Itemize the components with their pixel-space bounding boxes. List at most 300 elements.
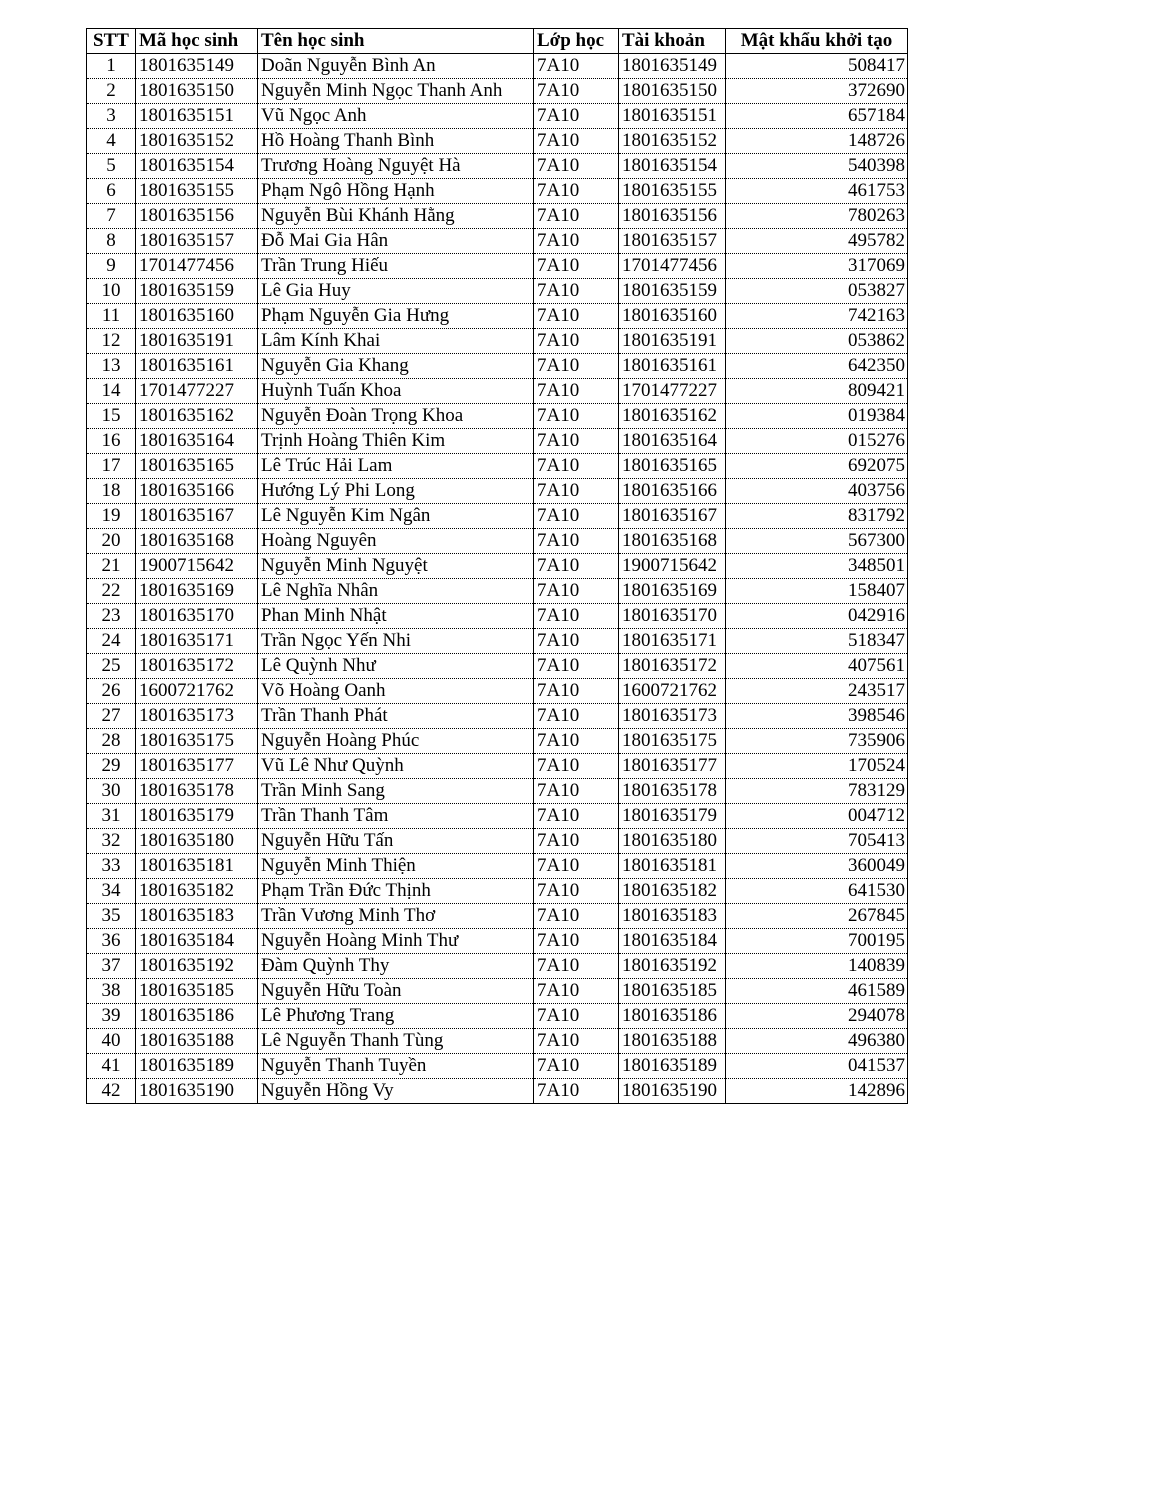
header-account: Tài khoản [619, 29, 726, 54]
cell-stt: 35 [87, 904, 136, 929]
cell-student-name: Đàm Quỳnh Thy [258, 954, 534, 979]
cell-student-name: Lê Nguyễn Kim Ngân [258, 504, 534, 529]
cell-class: 7A10 [534, 779, 619, 804]
cell-student-name: Nguyễn Gia Khang [258, 354, 534, 379]
table-row [87, 279, 908, 304]
cell-class: 7A10 [534, 304, 619, 329]
cell-stt: 15 [87, 404, 136, 429]
cell-student-name: Nguyễn Minh Ngọc Thanh Anh [258, 79, 534, 104]
cell-class: 7A10 [534, 754, 619, 779]
table-row [87, 979, 908, 1004]
cell-class: 7A10 [534, 979, 619, 1004]
cell-account: 1801635150 [619, 79, 726, 104]
table-body [87, 54, 908, 1104]
header-class: Lớp học [534, 29, 619, 54]
cell-initial-password: 735906 [726, 729, 908, 754]
cell-stt: 21 [87, 554, 136, 579]
cell-student-id: 1801635173 [136, 704, 258, 729]
cell-initial-password: 518347 [726, 629, 908, 654]
table-row [87, 779, 908, 804]
cell-account: 1801635164 [619, 429, 726, 454]
cell-class: 7A10 [534, 229, 619, 254]
cell-stt: 23 [87, 604, 136, 629]
cell-student-id: 1801635160 [136, 304, 258, 329]
cell-student-name: Trần Thanh Tâm [258, 804, 534, 829]
cell-stt: 13 [87, 354, 136, 379]
cell-student-name: Lê Trúc Hải Lam [258, 454, 534, 479]
cell-stt: 14 [87, 379, 136, 404]
cell-account: 1801635166 [619, 479, 726, 504]
cell-account: 1801635165 [619, 454, 726, 479]
cell-student-name: Phạm Ngô Hồng Hạnh [258, 179, 534, 204]
cell-student-id: 1801635179 [136, 804, 258, 829]
table-row [87, 354, 908, 379]
cell-student-name: Lê Nghĩa Nhân [258, 579, 534, 604]
cell-account: 1801635162 [619, 404, 726, 429]
cell-class: 7A10 [534, 729, 619, 754]
table-row [87, 654, 908, 679]
cell-student-name: Nguyễn Hoàng Minh Thư [258, 929, 534, 954]
header-student-id: Mã học sinh [136, 29, 258, 54]
cell-student-id: 1900715642 [136, 554, 258, 579]
cell-initial-password: 461753 [726, 179, 908, 204]
cell-student-id: 1801635170 [136, 604, 258, 629]
table-row [87, 1054, 908, 1079]
cell-stt: 28 [87, 729, 136, 754]
cell-class: 7A10 [534, 929, 619, 954]
cell-stt: 12 [87, 329, 136, 354]
table-row [87, 804, 908, 829]
cell-account: 1801635173 [619, 704, 726, 729]
table-row [87, 554, 908, 579]
table-row [87, 954, 908, 979]
cell-student-id: 1801635157 [136, 229, 258, 254]
cell-class: 7A10 [534, 104, 619, 129]
cell-class: 7A10 [534, 579, 619, 604]
cell-student-id: 1701477227 [136, 379, 258, 404]
cell-account: 1801635160 [619, 304, 726, 329]
cell-initial-password: 742163 [726, 304, 908, 329]
cell-initial-password: 705413 [726, 829, 908, 854]
cell-student-name: Lê Phương Trang [258, 1004, 534, 1029]
cell-stt: 37 [87, 954, 136, 979]
cell-student-name: Huỳnh Tuấn Khoa [258, 379, 534, 404]
table-row [87, 904, 908, 929]
cell-account: 1801635149 [619, 54, 726, 79]
cell-initial-password: 567300 [726, 529, 908, 554]
cell-student-name: Trần Vương Minh Thơ [258, 904, 534, 929]
cell-account: 1801635154 [619, 154, 726, 179]
cell-class: 7A10 [534, 254, 619, 279]
cell-stt: 10 [87, 279, 136, 304]
cell-student-name: Trịnh Hoàng Thiên Kim [258, 429, 534, 454]
cell-account: 1801635172 [619, 654, 726, 679]
cell-account: 1801635155 [619, 179, 726, 204]
cell-initial-password: 148726 [726, 129, 908, 154]
cell-initial-password: 294078 [726, 1004, 908, 1029]
table-row [87, 1004, 908, 1029]
table-row [87, 629, 908, 654]
cell-initial-password: 407561 [726, 654, 908, 679]
table-row [87, 379, 908, 404]
cell-stt: 2 [87, 79, 136, 104]
cell-student-name: Nguyễn Hồng Vy [258, 1079, 534, 1104]
cell-class: 7A10 [534, 654, 619, 679]
cell-class: 7A10 [534, 204, 619, 229]
cell-student-id: 1600721762 [136, 679, 258, 704]
cell-student-id: 1801635180 [136, 829, 258, 854]
cell-student-name: Nguyễn Bùi Khánh Hằng [258, 204, 534, 229]
cell-student-id: 1801635156 [136, 204, 258, 229]
cell-class: 7A10 [534, 354, 619, 379]
cell-student-id: 1801635189 [136, 1054, 258, 1079]
table-row [87, 429, 908, 454]
cell-account: 1801635161 [619, 354, 726, 379]
cell-initial-password: 642350 [726, 354, 908, 379]
cell-class: 7A10 [534, 704, 619, 729]
table-row [87, 679, 908, 704]
cell-initial-password: 267845 [726, 904, 908, 929]
table-row [87, 54, 908, 79]
cell-class: 7A10 [534, 854, 619, 879]
cell-student-id: 1801635161 [136, 354, 258, 379]
table-row [87, 229, 908, 254]
cell-stt: 38 [87, 979, 136, 1004]
cell-class: 7A10 [534, 479, 619, 504]
cell-account: 1801635177 [619, 754, 726, 779]
cell-account: 1801635192 [619, 954, 726, 979]
table-row [87, 479, 908, 504]
cell-class: 7A10 [534, 879, 619, 904]
cell-stt: 11 [87, 304, 136, 329]
table-row [87, 1029, 908, 1054]
cell-stt: 33 [87, 854, 136, 879]
cell-account: 1801635157 [619, 229, 726, 254]
cell-student-name: Hướng Lý Phi Long [258, 479, 534, 504]
cell-student-id: 1801635152 [136, 129, 258, 154]
cell-stt: 1 [87, 54, 136, 79]
cell-account: 1801635170 [619, 604, 726, 629]
cell-account: 1801635182 [619, 879, 726, 904]
table-row [87, 254, 908, 279]
cell-student-id: 1801635186 [136, 1004, 258, 1029]
header-row [87, 29, 908, 54]
table-row [87, 304, 908, 329]
cell-student-id: 1801635166 [136, 479, 258, 504]
cell-initial-password: 403756 [726, 479, 908, 504]
cell-student-id: 1801635183 [136, 904, 258, 929]
cell-student-id: 1801635165 [136, 454, 258, 479]
cell-class: 7A10 [534, 504, 619, 529]
cell-initial-password: 780263 [726, 204, 908, 229]
cell-student-id: 1801635149 [136, 54, 258, 79]
cell-initial-password: 053862 [726, 329, 908, 354]
cell-class: 7A10 [534, 904, 619, 929]
cell-stt: 34 [87, 879, 136, 904]
cell-student-name: Nguyễn Hoàng Phúc [258, 729, 534, 754]
cell-stt: 27 [87, 704, 136, 729]
cell-class: 7A10 [534, 54, 619, 79]
cell-student-name: Hoàng Nguyên [258, 529, 534, 554]
cell-initial-password: 004712 [726, 804, 908, 829]
table-row [87, 154, 908, 179]
cell-student-name: Nguyễn Minh Nguyệt [258, 554, 534, 579]
cell-initial-password: 641530 [726, 879, 908, 904]
cell-student-id: 1801635181 [136, 854, 258, 879]
cell-initial-password: 809421 [726, 379, 908, 404]
cell-initial-password: 140839 [726, 954, 908, 979]
cell-account: 1801635185 [619, 979, 726, 1004]
cell-initial-password: 142896 [726, 1079, 908, 1104]
cell-class: 7A10 [534, 829, 619, 854]
cell-account: 1801635183 [619, 904, 726, 929]
cell-student-name: Nguyễn Minh Thiện [258, 854, 534, 879]
cell-student-name: Lê Quỳnh Như [258, 654, 534, 679]
cell-student-id: 1801635159 [136, 279, 258, 304]
cell-account: 1801635151 [619, 104, 726, 129]
cell-student-name: Nguyễn Hữu Toàn [258, 979, 534, 1004]
cell-student-name: Đỗ Mai Gia Hân [258, 229, 534, 254]
cell-class: 7A10 [534, 329, 619, 354]
cell-initial-password: 042916 [726, 604, 908, 629]
cell-stt: 9 [87, 254, 136, 279]
cell-stt: 8 [87, 229, 136, 254]
cell-stt: 16 [87, 429, 136, 454]
cell-initial-password: 317069 [726, 254, 908, 279]
cell-class: 7A10 [534, 954, 619, 979]
student-account-table [86, 28, 908, 1104]
cell-stt: 39 [87, 1004, 136, 1029]
cell-stt: 26 [87, 679, 136, 704]
cell-account: 1801635188 [619, 1029, 726, 1054]
cell-account: 1801635179 [619, 804, 726, 829]
cell-class: 7A10 [534, 379, 619, 404]
cell-stt: 42 [87, 1079, 136, 1104]
cell-student-id: 1801635171 [136, 629, 258, 654]
cell-class: 7A10 [534, 804, 619, 829]
cell-class: 7A10 [534, 529, 619, 554]
cell-stt: 22 [87, 579, 136, 604]
cell-student-id: 1801635185 [136, 979, 258, 1004]
cell-class: 7A10 [534, 129, 619, 154]
cell-initial-password: 170524 [726, 754, 908, 779]
cell-account: 1801635167 [619, 504, 726, 529]
cell-account: 1801635181 [619, 854, 726, 879]
cell-initial-password: 461589 [726, 979, 908, 1004]
cell-stt: 40 [87, 1029, 136, 1054]
cell-student-name: Trần Thanh Phát [258, 704, 534, 729]
cell-student-name: Nguyễn Thanh Tuyền [258, 1054, 534, 1079]
table-row [87, 1079, 908, 1104]
cell-class: 7A10 [534, 179, 619, 204]
cell-class: 7A10 [534, 1029, 619, 1054]
cell-account: 1801635180 [619, 829, 726, 854]
table-row [87, 204, 908, 229]
cell-student-name: Trần Ngọc Yến Nhi [258, 629, 534, 654]
cell-account: 1701477456 [619, 254, 726, 279]
cell-student-name: Vũ Lê Như Quỳnh [258, 754, 534, 779]
cell-student-id: 1801635190 [136, 1079, 258, 1104]
cell-account: 1801635184 [619, 929, 726, 954]
cell-student-name: Trương Hoàng Nguyệt Hà [258, 154, 534, 179]
cell-stt: 31 [87, 804, 136, 829]
table-row [87, 454, 908, 479]
cell-student-id: 1801635175 [136, 729, 258, 754]
cell-class: 7A10 [534, 1079, 619, 1104]
cell-student-name: Lê Gia Huy [258, 279, 534, 304]
cell-class: 7A10 [534, 554, 619, 579]
cell-account: 1801635178 [619, 779, 726, 804]
cell-stt: 25 [87, 654, 136, 679]
cell-initial-password: 372690 [726, 79, 908, 104]
cell-stt: 19 [87, 504, 136, 529]
table-row [87, 129, 908, 154]
cell-initial-password: 243517 [726, 679, 908, 704]
cell-initial-password: 019384 [726, 404, 908, 429]
cell-initial-password: 540398 [726, 154, 908, 179]
header-initial-password: Mật khẩu khởi tạo [726, 29, 908, 54]
cell-stt: 41 [87, 1054, 136, 1079]
cell-student-id: 1801635150 [136, 79, 258, 104]
cell-student-name: Lâm Kính Khai [258, 329, 534, 354]
cell-student-name: Võ Hoàng Oanh [258, 679, 534, 704]
cell-initial-password: 496380 [726, 1029, 908, 1054]
cell-stt: 4 [87, 129, 136, 154]
cell-initial-password: 041537 [726, 1054, 908, 1079]
cell-class: 7A10 [534, 1004, 619, 1029]
table-row [87, 329, 908, 354]
cell-initial-password: 831792 [726, 504, 908, 529]
cell-initial-password: 783129 [726, 779, 908, 804]
cell-stt: 29 [87, 754, 136, 779]
cell-student-name: Vũ Ngọc Anh [258, 104, 534, 129]
cell-account: 1900715642 [619, 554, 726, 579]
cell-stt: 3 [87, 104, 136, 129]
cell-class: 7A10 [534, 604, 619, 629]
cell-student-name: Hồ Hoàng Thanh Bình [258, 129, 534, 154]
cell-stt: 32 [87, 829, 136, 854]
cell-student-id: 1801635164 [136, 429, 258, 454]
cell-account: 1801635175 [619, 729, 726, 754]
cell-initial-password: 158407 [726, 579, 908, 604]
cell-student-name: Trần Trung Hiếu [258, 254, 534, 279]
cell-student-name: Nguyễn Đoàn Trọng Khoa [258, 404, 534, 429]
cell-student-id: 1801635184 [136, 929, 258, 954]
cell-student-name: Nguyễn Hữu Tấn [258, 829, 534, 854]
table-row [87, 829, 908, 854]
cell-initial-password: 360049 [726, 854, 908, 879]
cell-student-id: 1801635151 [136, 104, 258, 129]
table-row [87, 929, 908, 954]
cell-account: 1701477227 [619, 379, 726, 404]
cell-student-id: 1801635169 [136, 579, 258, 604]
cell-initial-password: 508417 [726, 54, 908, 79]
table-row [87, 879, 908, 904]
table-row [87, 529, 908, 554]
cell-stt: 5 [87, 154, 136, 179]
header-student-name: Tên học sinh [258, 29, 534, 54]
table-row [87, 504, 908, 529]
cell-initial-password: 398546 [726, 704, 908, 729]
cell-student-id: 1801635172 [136, 654, 258, 679]
cell-student-name: Lê Nguyễn Thanh Tùng [258, 1029, 534, 1054]
cell-account: 1801635159 [619, 279, 726, 304]
cell-initial-password: 700195 [726, 929, 908, 954]
cell-account: 1600721762 [619, 679, 726, 704]
table-row [87, 579, 908, 604]
cell-stt: 20 [87, 529, 136, 554]
cell-initial-password: 015276 [726, 429, 908, 454]
cell-student-name: Phan Minh Nhật [258, 604, 534, 629]
table-row [87, 104, 908, 129]
cell-stt: 24 [87, 629, 136, 654]
cell-student-name: Doãn Nguyễn Bình An [258, 54, 534, 79]
table-row [87, 604, 908, 629]
cell-account: 1801635171 [619, 629, 726, 654]
cell-stt: 36 [87, 929, 136, 954]
table-row [87, 404, 908, 429]
cell-student-id: 1801635182 [136, 879, 258, 904]
cell-account: 1801635189 [619, 1054, 726, 1079]
cell-class: 7A10 [534, 679, 619, 704]
cell-student-id: 1701477456 [136, 254, 258, 279]
cell-initial-password: 495782 [726, 229, 908, 254]
cell-student-id: 1801635192 [136, 954, 258, 979]
cell-account: 1801635190 [619, 1079, 726, 1104]
cell-student-id: 1801635177 [136, 754, 258, 779]
cell-initial-password: 348501 [726, 554, 908, 579]
table-row [87, 179, 908, 204]
table-row [87, 729, 908, 754]
cell-stt: 6 [87, 179, 136, 204]
cell-stt: 30 [87, 779, 136, 804]
cell-class: 7A10 [534, 79, 619, 104]
cell-initial-password: 692075 [726, 454, 908, 479]
cell-student-name: Trần Minh Sang [258, 779, 534, 804]
cell-student-name: Phạm Nguyễn Gia Hưng [258, 304, 534, 329]
table-row [87, 704, 908, 729]
cell-student-id: 1801635162 [136, 404, 258, 429]
cell-initial-password: 053827 [726, 279, 908, 304]
cell-class: 7A10 [534, 629, 619, 654]
cell-account: 1801635168 [619, 529, 726, 554]
cell-stt: 17 [87, 454, 136, 479]
cell-student-name: Phạm Trần Đức Thịnh [258, 879, 534, 904]
cell-account: 1801635186 [619, 1004, 726, 1029]
cell-student-id: 1801635155 [136, 179, 258, 204]
cell-student-id: 1801635167 [136, 504, 258, 529]
cell-student-id: 1801635188 [136, 1029, 258, 1054]
cell-student-id: 1801635178 [136, 779, 258, 804]
cell-class: 7A10 [534, 404, 619, 429]
cell-student-id: 1801635154 [136, 154, 258, 179]
cell-class: 7A10 [534, 454, 619, 479]
table-row [87, 854, 908, 879]
cell-class: 7A10 [534, 279, 619, 304]
cell-account: 1801635169 [619, 579, 726, 604]
header-stt: STT [87, 29, 136, 54]
cell-class: 7A10 [534, 154, 619, 179]
cell-account: 1801635156 [619, 204, 726, 229]
cell-student-id: 1801635191 [136, 329, 258, 354]
table-row [87, 754, 908, 779]
cell-stt: 18 [87, 479, 136, 504]
cell-student-id: 1801635168 [136, 529, 258, 554]
table-row [87, 79, 908, 104]
cell-account: 1801635152 [619, 129, 726, 154]
cell-class: 7A10 [534, 429, 619, 454]
cell-stt: 7 [87, 204, 136, 229]
